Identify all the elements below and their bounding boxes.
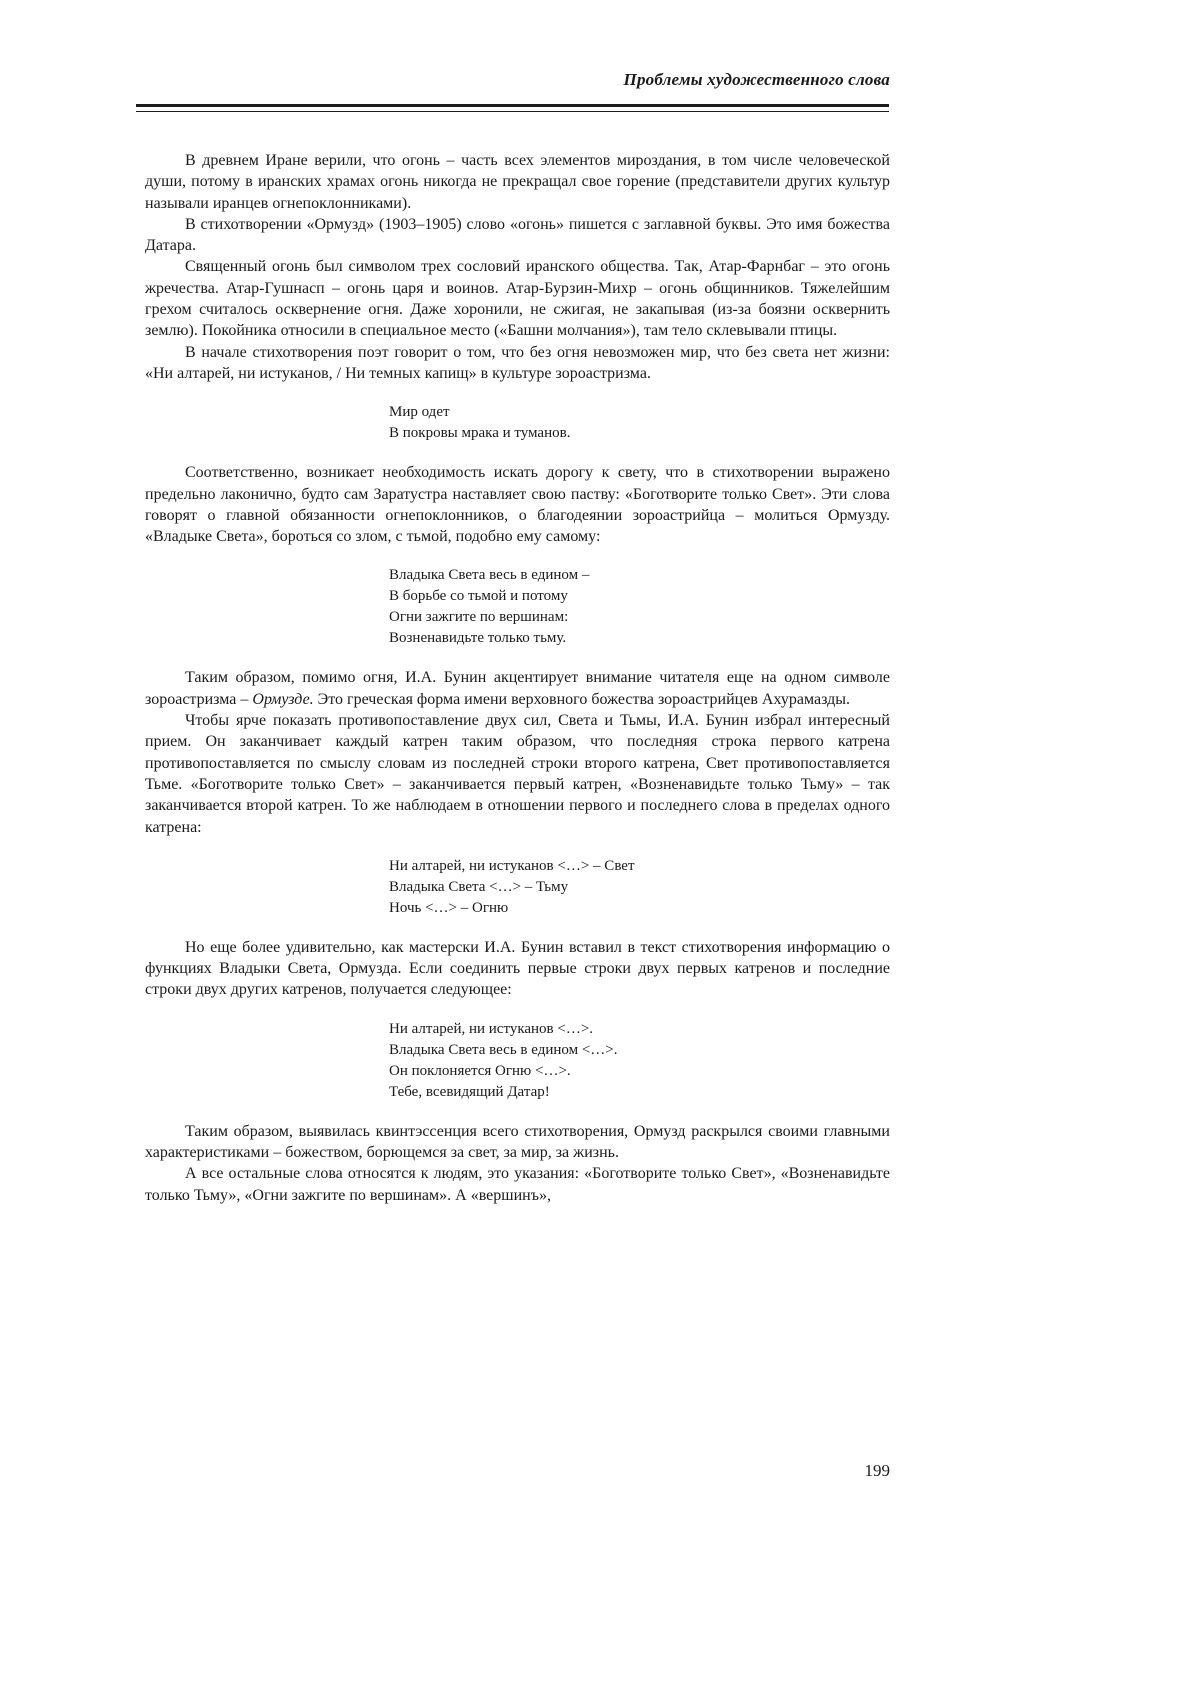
- paragraph: В древнем Иране верили, что огонь – часть всех элементов мироздания, в том числе человеческой души, потому в иранских храмах огонь никогда не прекращал свое горение (представители других культур называли иранцев огнепоклонниками).: [145, 152, 890, 212]
- verse-line: Он поклоняется Огню <…>.: [389, 1062, 571, 1079]
- verse-line: Ни алтарей, ни истуканов <…> – Свет: [389, 857, 635, 874]
- page-number: 199: [864, 1461, 890, 1480]
- verse-line: Огни зажгите по вершинам:: [389, 609, 569, 626]
- article-body: [145, 150, 890, 1206]
- paragraph: Чтобы ярче показать противопоставление двух сил, Света и Тьмы, И.А. Бунин избрал интересный прием. Он заканчивает каждый катрен таким образом, что последняя строка первого катрена противопоставляется по смыслу словам из последней строки второго катрена, Свет противопоставляется Тьме. «Боготворите только Свет» – заканчивается первый катрен, «Возненавидьте только Тьму» – так заканчивается второй катрен. То же наблюдаем в отношении первого и последнего слова в пределах одного катрена:: [145, 712, 890, 836]
- verse-line: Ночь <…> – Огню: [389, 899, 509, 916]
- header-rule-thick: [136, 104, 889, 107]
- paragraph: Таким образом, выявилась квинтэссенция всего стихотворения, Ормузд раскрылся своими главными характеристиками – божеством, борющемся за свет, за мир, за жизнь.: [145, 1122, 890, 1162]
- verse-line: Мир одет: [389, 404, 450, 421]
- verse-line: Тебе, всевидящий Датар!: [389, 1083, 550, 1100]
- verse-line: Возненавидьте только тьму.: [389, 630, 567, 647]
- verse-line: Владыка Света весь в едином <…>.: [389, 1041, 618, 1058]
- paragraph-text: Таким образом, помимо огня, И.А. Бунин акцентирует внимание читателя еще на одном символе зороастризма –: [145, 669, 890, 708]
- emphasis-ormuzd: Ормузде.: [252, 690, 314, 708]
- paragraph-text: Это греческая форма имени верховного божества зороастрийцев Ахурамазды.: [313, 690, 850, 708]
- verse-line: В борьбе со тьмой и потому: [389, 588, 568, 605]
- paragraph: Священный огонь был символом трех сословий иранского общества. Так, Атар-Фарнбаг – это огонь жречества. Атар-Гушнасп – огонь царя и воинов. Атар-Бурзин-Михр – огонь общинников. Тяжелейшим грехом считалось осквернение огня. Даже хоронили, не сжигая, не закапывая (из-за боязни осквернить землю). Покойника относили в специальное место («Башни молчания»), там тело склевывали птицы.: [145, 258, 890, 340]
- verse-quote: [389, 1019, 890, 1103]
- header-rule-thin: [136, 111, 889, 112]
- paragraph: Соответственно, возникает необходимость искать дорогу к свету, что в стихотворении выражено предельно лаконично, будто сам Заратустра наставляет свою паству: «Боготворите только Свет». Эти слова говорят о главной обязанности огнепоклонников, о благодеянии зороастрийца – молиться Ормузду. «Владыке Света», бороться со злом, с тьмой, подобно ему самому:: [145, 464, 890, 546]
- verse-line: Владыка Света <…> – Тьму: [389, 878, 569, 895]
- running-title: Проблемы художественного слова: [623, 70, 890, 89]
- paragraph: В стихотворении «Ормузд» (1903–1905) слово «огонь» пишется с заглавной буквы. Это имя божества Датара.: [145, 215, 890, 255]
- verse-line: Ни алтарей, ни истуканов <…>.: [389, 1020, 594, 1037]
- verse-quote: [389, 402, 890, 444]
- paragraph: Но еще более удивительно, как мастерски И.А. Бунин вставил в текст стихотворения информацию о функциях Владыки Света, Ормузда. Если соединить первые строки двух первых катренов и последние строки двух других катренов, получается следующее:: [145, 938, 890, 999]
- verse-quote: [389, 565, 890, 649]
- verse-line: Владыка Света весь в едином –: [389, 567, 590, 584]
- paragraph: [145, 667, 890, 710]
- verse-line: В покровы мрака и туманов.: [389, 425, 571, 442]
- paragraph: А все остальные слова относятся к людям, это указания: «Боготворите только Свет», «Возненавидьте только Тьму», «Огни зажгите по вершинам». А «вершинъ»,: [145, 1165, 890, 1204]
- verse-quote: [389, 856, 890, 919]
- paragraph: В начале стихотворения поэт говорит о том, что без огня невозможен мир, что без света нет жизни: «Ни алтарей, ни истуканов, / Ни темных капищ» в культуре зороастризма.: [145, 343, 890, 382]
